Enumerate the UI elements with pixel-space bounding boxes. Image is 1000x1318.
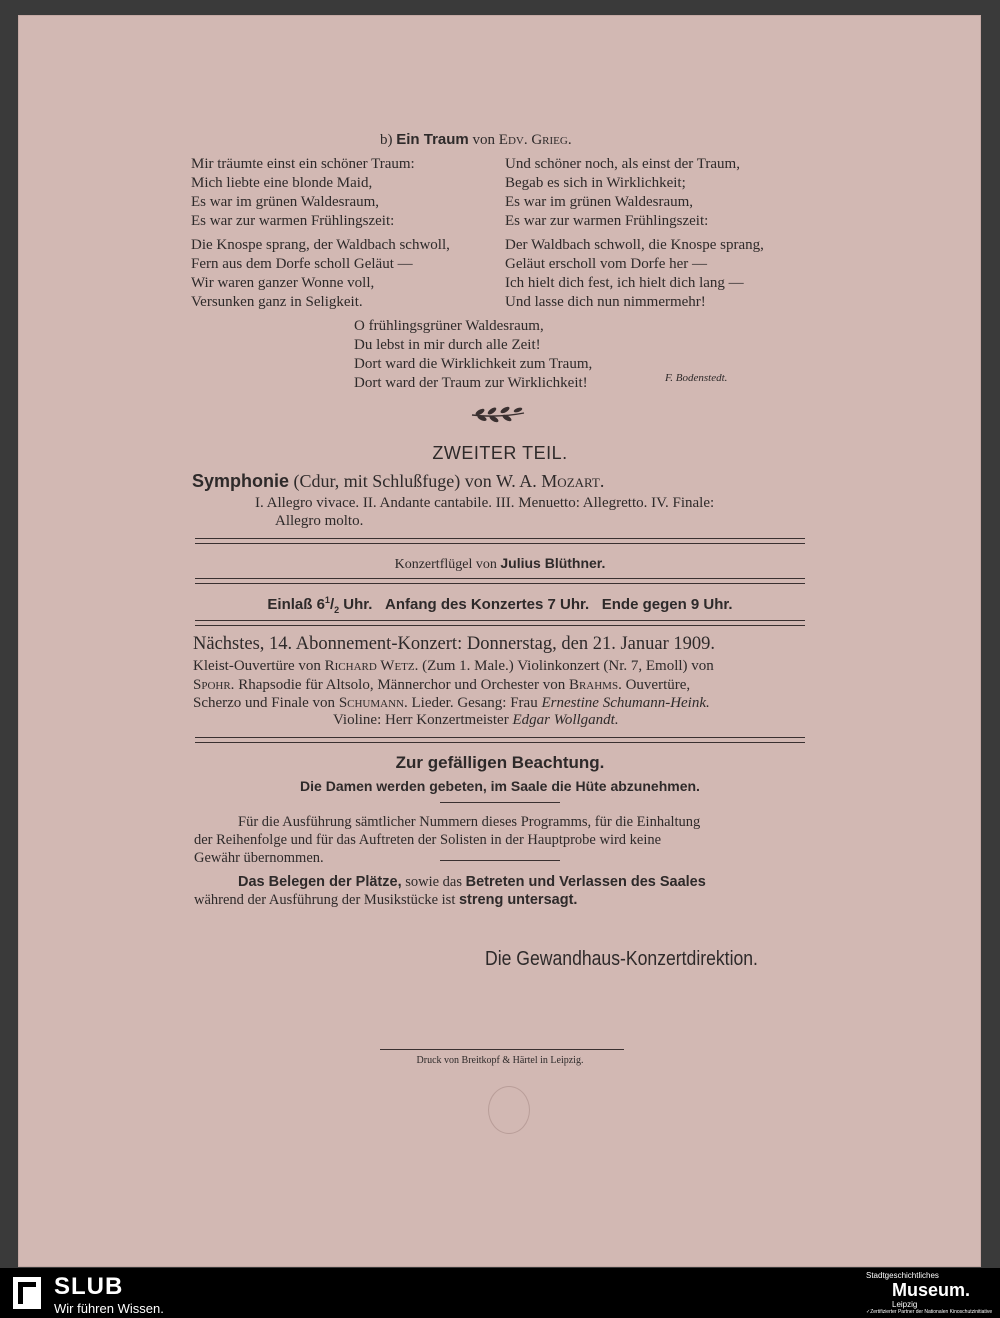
notice-para1-line2: der Reihenfolge und für das Auftreten der Solisten in der Hauptprobe wird keine: [194, 832, 662, 848]
text: Ouvertüre,: [625, 677, 691, 693]
notice-para1-line3: Gewähr übernommen.: [194, 850, 324, 866]
divider: [195, 578, 805, 584]
song-composer: Edv. Grieg.: [498, 132, 572, 148]
poem-author: F. Bodenstedt.: [665, 372, 728, 384]
verse-line: Und lasse dich nun nimmermehr!: [505, 294, 706, 310]
short-rule: [440, 802, 560, 803]
next-concert-line-2: [193, 677, 690, 694]
composer-name: Schumann.: [338, 695, 408, 711]
einlass-unit: Uhr.: [343, 596, 373, 613]
slub-logo-icon: [12, 1276, 42, 1310]
verse-line: Mich liebte eine blonde Maid,: [191, 175, 373, 191]
verse-line: Die Knospe sprang, der Waldbach schwoll,: [191, 237, 450, 253]
verse-line: Und schöner noch, als einst der Traum,: [505, 156, 740, 172]
piano-credit: [0, 555, 1000, 573]
notice-hats: Die Damen werden gebeten, im Saale die Hüte abzunehmen.: [300, 778, 700, 794]
concert-times: [0, 595, 1000, 615]
text: Rhapsodie für Altsolo, Männerchor und Orchester von: [238, 677, 566, 693]
next-concert-headline: Nächstes, 14. Abonnement-Konzert: Donnerstag, den 21. Januar 1909.: [193, 634, 715, 654]
notice-para1-line1: Für die Ausführung sämtlicher Nummern dieses Programms, für die Einhaltung: [238, 814, 701, 830]
printer-credit: Druck von Breitkopf & Härtel in Leipzig.: [416, 1055, 584, 1066]
verse-left-1: [191, 155, 415, 231]
song-number: b): [380, 132, 393, 148]
divider: [195, 620, 805, 626]
symphony-composer: Mozart.: [541, 471, 605, 491]
footer-bar: [0, 1268, 1000, 1318]
part-two-title: ZWEITER TEIL.: [432, 443, 568, 463]
verse-line: Wir waren ganzer Wonne voll,: [191, 275, 375, 291]
start-time: Anfang des Konzertes 7 Uhr.: [385, 596, 590, 613]
singer-name: Ernestine Schumann-Heink.: [541, 695, 710, 711]
composer-name: Richard Wetz.: [324, 658, 419, 674]
einlass-fraction-num: 1: [324, 595, 330, 605]
slub-tagline: Wir führen Wissen.: [54, 1301, 164, 1316]
text: (Zum 1. Male.) Violinkonzert (Nr. 7, Emoll) von: [422, 658, 714, 674]
song-by: von: [472, 132, 496, 148]
verse-line: O frühlingsgrüner Waldesraum,: [354, 318, 544, 334]
verse-line: Dort ward die Wirklichkeit zum Traum,: [354, 356, 593, 372]
song-title: Ein Traum: [396, 131, 469, 148]
notice-title: Zur gefälligen Beachtung.: [395, 753, 605, 772]
verse-line: Fern aus dem Dorfe scholl Geläut —: [191, 256, 413, 272]
movements-line-2: Allegro molto.: [275, 513, 364, 529]
verse-final: [354, 317, 592, 393]
movements-line-1: I. Allegro vivace. II. Andante cantabile. III. Menuetto: Allegretto. IV. Finale:: [255, 495, 715, 511]
text: Kleist-Ouvertüre von: [193, 658, 321, 674]
embossed-stamp: [488, 1086, 530, 1134]
text: sowie das: [405, 874, 463, 890]
printer-rule: [380, 1049, 624, 1050]
text: Scherzo und Finale von: [193, 695, 336, 711]
verse-right-2: [505, 236, 764, 312]
piano-maker: Julius Blüthner.: [500, 555, 606, 571]
notice-para2-line1: [238, 874, 706, 891]
piano-prefix: Konzertflügel von: [394, 557, 497, 572]
verse-line: Dort ward der Traum zur Wirklichkeit!: [354, 375, 588, 391]
symphony-detail: (Cdur, mit Schlußfuge) von W. A.: [293, 471, 537, 491]
slub-name: SLUB: [54, 1273, 124, 1300]
museum-name: Museum.: [892, 1280, 971, 1300]
verse-line: Es war im grünen Waldesraum,: [191, 194, 380, 210]
text: Lieder. Gesang: Frau: [411, 695, 538, 711]
violinist-name: Edgar Wollgandt.: [512, 712, 619, 728]
next-concert-line-4: [333, 712, 619, 729]
notice-para2-line2: [194, 892, 577, 909]
museum-city: Leipzig: [892, 1300, 918, 1309]
emphasis: streng untersagt.: [458, 892, 578, 908]
verse-line: Versunken ganz in Seligkeit.: [191, 294, 363, 310]
end-time: Ende gegen 9 Uhr.: [601, 596, 733, 613]
verse-line: Ich hielt dich fest, ich hielt dich lang —: [505, 275, 744, 291]
verse-line: Es war zur warmen Frühlingszeit:: [505, 213, 709, 229]
divider: [195, 737, 805, 743]
verse-line: Es war zur warmen Frühlingszeit:: [191, 213, 395, 229]
composer-name: Brahms.: [568, 677, 622, 693]
museum-top: Stadtgeschichtliches: [866, 1271, 939, 1280]
text: während der Ausführung der Musikstücke ist: [194, 892, 456, 908]
divider: [195, 538, 805, 544]
einlass-time: Einlaß $6^1/_2$ Uhr.: [267, 595, 373, 615]
next-concert-line-3: [193, 695, 710, 712]
einlass-fraction-den: 2: [334, 605, 340, 615]
verse-line: Begab es sich in Wirklichkeit;: [505, 175, 686, 191]
symphony-title: Symphonie: [192, 471, 290, 491]
verse-line: Es war im grünen Waldesraum,: [505, 194, 694, 210]
museum-note: ✓Zertifizierter Partner der Nationalen Kinoschutzinitiative: [866, 1309, 993, 1315]
short-rule: [440, 860, 560, 861]
verse-line: Mir träumte einst ein schöner Traum:: [191, 156, 415, 172]
leaf-ornament-icon: [468, 404, 528, 424]
einlass-label: Einlaß 6: [267, 596, 325, 613]
next-concert-line-1: [193, 658, 714, 675]
text: Violine: Herr Konzertmeister: [333, 712, 509, 728]
verse-left-2: [191, 236, 450, 312]
song-heading: [380, 131, 572, 149]
emphasis: Das Belegen der Plätze,: [238, 874, 402, 890]
symphony-line: [192, 471, 604, 492]
verse-line: Du lebst in mir durch alle Zeit!: [354, 337, 541, 353]
verse-line: Der Waldbach schwoll, die Knospe sprang,: [505, 237, 764, 253]
composer-name: Spohr.: [193, 677, 235, 693]
signature: Die Gewandhaus-Konzertdirektion.: [485, 948, 758, 970]
verse-line: Geläut erscholl vom Dorfe her —: [505, 256, 708, 272]
verse-right-1: [505, 155, 740, 231]
emphasis: Betreten und Verlassen des Saales: [465, 874, 706, 890]
